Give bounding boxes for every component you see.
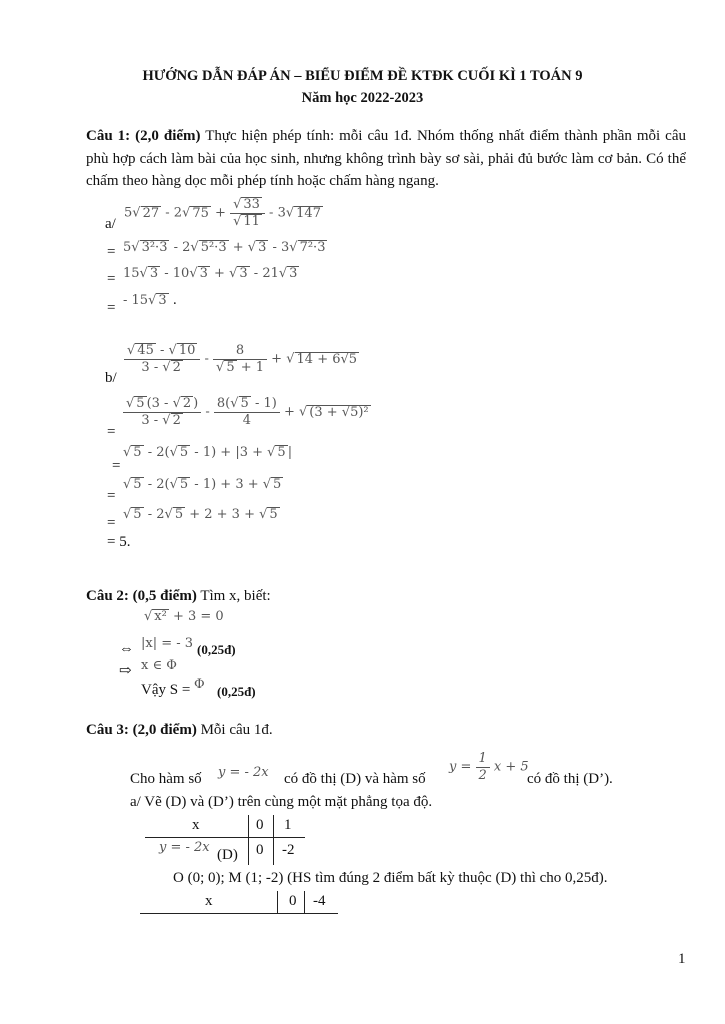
q1b-label: b/ (105, 370, 117, 386)
q1b-eq-3: = (107, 488, 116, 504)
table1-y-suffix: (D) (217, 847, 238, 863)
q2-text: Tìm x, biết: (200, 588, 271, 604)
table1-x-1: 1 (284, 817, 292, 833)
q2-equation: √ x² + 3 = 0 (144, 609, 224, 624)
q2-step-2: x ∈ Φ (141, 658, 177, 673)
q1b-eq-4: = (107, 515, 116, 531)
q2-equiv-icon: ⇔ (119, 641, 134, 657)
q1a-result: - 15√ 3 . (123, 293, 177, 308)
q2-score-1: (0,25đ) (197, 642, 236, 657)
table2-x-1: -4 (313, 893, 326, 909)
q2-conclusion-text: Vậy S = (141, 682, 191, 698)
q2-label: Câu 2: (0,5 điểm) (86, 588, 197, 604)
q3-text: Mỗi câu 1đ. (200, 722, 273, 738)
q1b-eq-2: = (112, 458, 121, 474)
table1-y-function: y = - 2x (159, 840, 210, 855)
q1b-result: = 5. (107, 534, 131, 550)
q1b-step-3: √ 5 - 2(√ 5 - 1) + 3 + √ 5 (123, 477, 282, 492)
q3-label: Câu 3: (2,0 điểm) (86, 722, 197, 738)
q2-score-2: (0,25đ) (217, 684, 256, 699)
q3-given-1: Cho hàm số (130, 771, 202, 787)
q1-label: Câu 1: (2,0 điểm) (86, 128, 201, 144)
q3-line (86, 722, 273, 739)
table2-col-line-1 (277, 891, 278, 914)
q3-function-d-prime: y = $\frac{1}{2}$ x + 5 (449, 751, 529, 783)
document-title: HƯỚNG DẪN ĐÁP ÁN – BIỂU ĐIỂM ĐỀ KTĐK CUỐI KÌ 1 TOÁN 9 (142, 68, 583, 84)
table2-x-label: x (205, 893, 213, 909)
q3-given-3: có đồ thị (D’). (527, 771, 613, 787)
q1a-step-2: 15√ 3 - 10√ 3 + √ 3 - 21√ 3 (123, 266, 298, 281)
table2-divider (140, 913, 338, 914)
q1-intro: Thực hiện phép tính: mỗi câu 1đ. Nhóm thống nhất điểm thành phần mỗi câu phù hợp cách làm bài của học sinh, nhưng không trình bày sơ sài, phải đủ bước làm cơ bản. Có thể chấm theo hàng dọc mỗi phép tính hoặc chấm hàng ngang. (86, 128, 686, 189)
q1b-eq-1: = (107, 424, 116, 440)
q1b-step-2: √ 5 - 2(√ 5 - 1) + |3 + √ 5 | (123, 445, 293, 460)
q1b-step-1: $\frac{√ 5 (3 - √ 2 )}{3 - √ 2}$ - $\frac{8(√ 5 - 1)}{4}$ + √ (3 + √5)² (123, 396, 371, 428)
page-number: 1 (678, 951, 686, 967)
q1a-eq-1: = (107, 244, 116, 260)
q3-part-a: a/ Vẽ (D) và (D’) trên cùng một mặt phẳng tọa độ. (130, 794, 433, 810)
q1a-eq-3: = (107, 300, 116, 316)
q3-given-2: có đồ thị (D) và hàm số (284, 771, 426, 787)
q1-paragraph (86, 125, 686, 193)
q1a-expression: 5√ 27 - 2√ 75 + $\frac{√ 33}{√ 11}$ - 3√ 147 (124, 197, 321, 229)
table1-y-1: -2 (282, 842, 295, 858)
q1a-eq-2: = (107, 271, 116, 287)
q2-step-1: |x| = - 3 (141, 636, 194, 651)
q1b-step-4: √ 5 - 2√ 5 + 2 + 3 + √ 5 (123, 507, 278, 522)
q3-points: O (0; 0); M (1; -2) (HS tìm đúng 2 điểm bất kỳ thuộc (D) thì cho 0,25đ). (173, 870, 608, 886)
table2-col-line-2 (304, 891, 305, 914)
table2-x-0: 0 (289, 893, 297, 909)
empty-set-symbol: Φ (194, 677, 205, 692)
q2-line (86, 588, 271, 605)
table1-col-line-2 (273, 815, 274, 865)
table1-x-0: 0 (256, 817, 264, 833)
q3-function-d: y = - 2x (218, 765, 269, 780)
table1-x-label: x (192, 817, 200, 833)
table1-y-0: 0 (256, 842, 264, 858)
q1b-expression: $\frac{√ 45 - √ 10}{3 - √ 2}$ - $\frac{8}{√ 5 + 1}$ + √ 14 + 6√5 (124, 343, 359, 375)
table1-col-line-1 (248, 815, 249, 865)
q2-conclusion (141, 677, 205, 699)
q1a-label: a/ (105, 216, 116, 232)
school-year: Năm học 2022-2023 (301, 90, 424, 106)
q1a-step-1: 5√ 3²·3 - 2√ 5²·3 + √ 3 - 3√ 7²·3 (123, 240, 326, 255)
table1-divider (145, 837, 305, 838)
q2-implies-icon: ⇨ (119, 663, 132, 679)
